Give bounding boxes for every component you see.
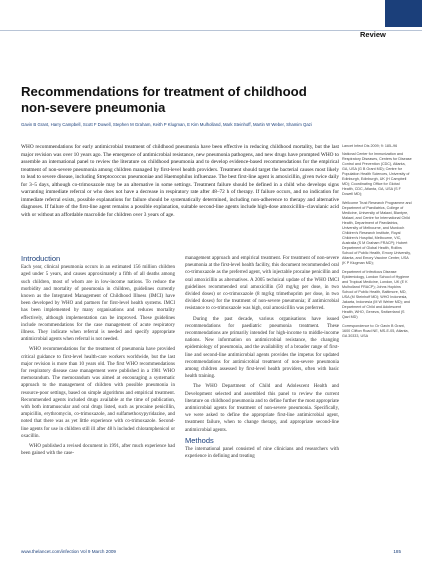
publication-info: Lancet Infect Dis 2009; 9: 185–96 — [342, 144, 398, 148]
abstract: WHO recommendations for early antimicrobial treatment of childhood pneumonia have been effective in reducing childhood mortality, but the last major revision was over 10 years ago. The emergence of antimicrobial resistance, new pneumonia pathogens, and new drugs have prompted WHO to assemble an international panel to review the literature on childhood pneumonia and to develop evidence-based recommendations for the empirical treatment of non-severe pneumonia among children managed by first-level health providers. Treatment should target the bacterial causes most likely to lead to severe disease, including Streptococcus pneumoniae and Haemophilus influenzae. The best first-line agent is amoxicillin, given twice daily for 3–5 days, although co-trimoxazole may be an alternative in some settings. Treatment failure should be defined in a child who develops signs warranting immediate referral or who does not have a decrease in respiratory rate after 48–72 h of therapy. If failure occurs, and no indication for immediate referral exists, possible explanations for failure should be systematically determined, including non-adherence to therapy and alternative diagnoses. If failure of the first-line agent remains a possible explanation, suitable second-line agents include high-dose amoxicillin–clavulanic acid with or without an affordable macrolide for children over 3 years of age. — [21, 144, 339, 218]
body-paragraph: The international panel consisted of nine clinicians and researchers with experience in defining and treating — [185, 447, 339, 460]
section-label: Review — [360, 30, 386, 39]
author-list: Gavin B Grant, Harry Campbell, Scott F Dowell, Stephen M Graham, Keith P Klugman, E Kim Mulholland, Mark Steinhoff, Martin W Weber, Shamim Qazi — [21, 122, 312, 127]
body-column-left — [21, 255, 175, 460]
body-paragraph: management approach and empirical treatment. For treatment of non-severe pneumonia at the first-level health facility, this document recommended oral co-trimoxazole as the preferred agent, with injectable procaine penicillin and oral amoxicillin as alternatives. A 2005 technical update of the WHO IMCI guidelines recommended oral amoxicillin (50 mg/kg per dose, in two divided doses) or co-trimoxazole (8 mg/kg trimethoprim per dose, in two divided doses) for the treatment of non-severe pneumonia; if antimicrobial resistance to co-trimoxazole was high, oral amoxicillin was preferred. — [185, 256, 339, 312]
body-paragraph: WHO published a revised document in 1991, after much experience had been gained with the case- — [21, 444, 175, 457]
correspondence: Correspondence to: Dr Gavin B Grant, 1600 Clifton Road NE, MS-E-05, Atlanta, GA 30333, USA — [342, 324, 409, 338]
body-paragraph: Each year, clinical pneumonia occurs in an estimated 156 million children aged under 5 years, and causes approximately a fifth of all deaths among such children, most of whom are in low-income nations. To reduce the morbidity and mortality of pneumonia in children, guidelines currently known as the Integrated Management of Childhood Illness (IMCI) have been developed by WHO and partners for first-level health systems. IMCI has been implemented by many organisations and reduces mortality effectively, although implementation can be improved. These guidelines include recommendations for the case management of acute respiratory illness. They indicate when referral is needed and specify appropriate antimicrobial agents when referral is not needed. — [21, 265, 175, 343]
methods-heading: Methods — [185, 435, 214, 445]
header-rule — [0, 30, 422, 31]
article-sidebar — [342, 144, 412, 339]
affiliation-block: Department of Infectious Disease Epidemiology, London School of Hygiene and Tropical Medicine, London, UK (E K Mulholland FRACP); Johns Hopkins School of Public Health, Baltimore, MD, USA (M Steinhoff MD); WHO Indonesia, Jakarta, Indonesia (M W Weber MD); and Department of Child and Adolescent Health, WHO, Geneva, Switzerland (S Qazi MD) — [342, 270, 410, 319]
article-title: Recommendations for treatment of childhood non-severe pneumonia — [21, 84, 307, 115]
page-footer — [21, 549, 401, 554]
page-number: 185 — [393, 549, 401, 554]
body-paragraph: During the past decade, various organisations have issued recommendations for paediatric pneumonia treatment. These recommendations are primarily intended for high-income to middle-income nations. New information on antimicrobial resistance, the changing epidemiology of pneumonia, and the availability of a broader range of first-line and second-line antimicrobial agents provides the impetus for updated recommendations for antimicrobial treatment of non-severe pneumonia among children assessed by first-level health providers, often with basic health training. — [185, 316, 339, 380]
introduction-heading: Introduction — [21, 254, 61, 263]
body-column-right — [185, 255, 339, 463]
affiliation-block: National Center for Immunization and Respiratory Diseases, Centers for Disease Control and Prevention (CDC), Atlanta, GA, USA (G B Grant MD); Centre for Population Health Sciences, University of Edinburgh, Edinburgh, UK (H Campbell MD); Coordinating Office for Global Health, CDC, Atlanta, GA, USA (S F Dowell MD); — [342, 152, 412, 196]
body-paragraph: WHO recommendations for the treatment of pneumonia have provided critical guidance to first-level health-care workers worldwide, but the last major revision is more than 10 years old. The first WHO recommendations for respiratory disease case management were published in a 1981 WHO memorandum. The memorandum was aimed at encouraging a systematic approach to the management of children with possible pneumonia in resource-poor settings, based on simple algorithms and empirical treatment. Recommended agents included drugs available at the time of publication, with both intramuscular and oral drugs listed, such as procaine penicillin, ampicillin, erythromycin, co-trimoxazole, and sulfamethoxypyridazine, and noted that there was as yet little experience with co-trimoxazole. Second-line agents for use in children still ill after 48 h included chloramphenicol or oxacillin. — [21, 347, 175, 439]
affiliation-block: Wellcome Trust Research Programme and Department of Paediatrics, College of Medicine, University of Malawi, Blantyre, Malawi, and Centre for International Child Health, Department of Paediatrics, University of Melbourne, and Murdoch Children's Research Institute, Royal Children's Hospital, Melbourne, VIC, Australia (S M Graham FRACP); Hubert Department of Global Health, Rollins School of Public Health, Emory University, Atlanta, and Emory Vaccine Center, USA (K P Klugman MD); — [342, 201, 412, 265]
journal-citation-link[interactable]: www.thelancet.com/infection Vol 9 March 2009 — [21, 549, 116, 554]
journal-header-bar — [385, 0, 422, 27]
body-paragraph: The WHO Department of Child and Adolescent Health and Development selected and assembled this panel to review the current literature on childhood pneumonia and to define further the most appropriate antimicrobial agents for treatment of non-severe pneumonia. Specifically, we were asked to define the appropriate first-line antimicrobial agent, treatment failure, when to change therapy, and appropriate second-line antimicrobial agents. — [185, 384, 339, 433]
